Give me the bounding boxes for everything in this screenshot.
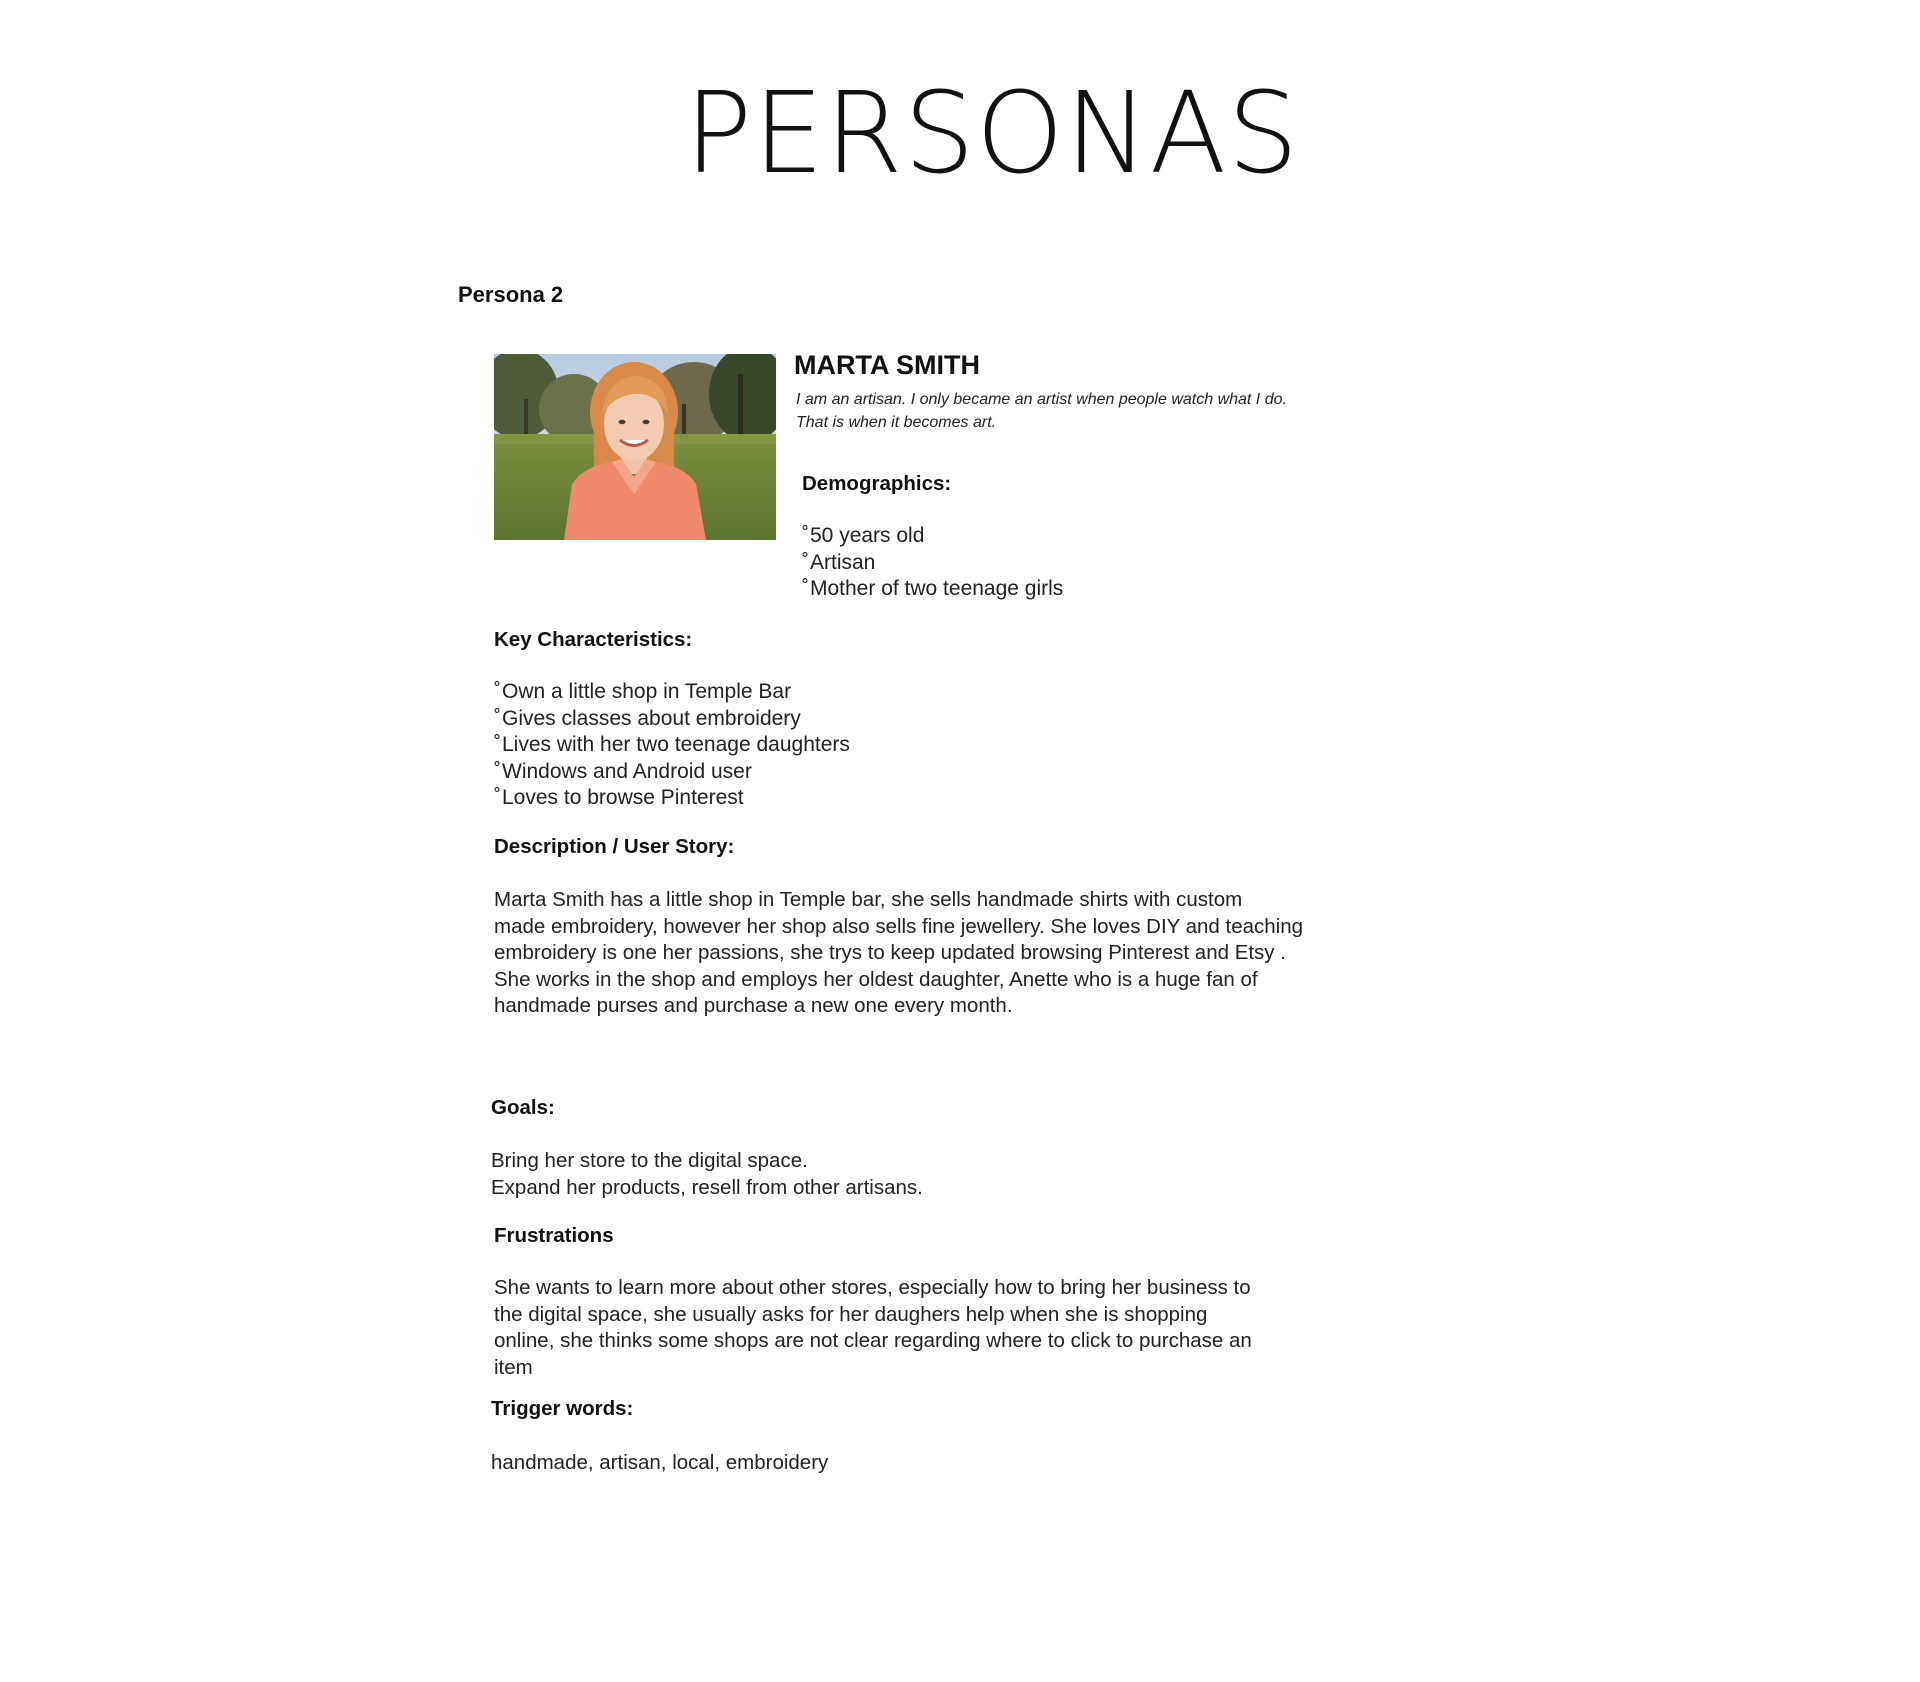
trigger-words-heading: Trigger words:: [491, 1397, 634, 1420]
text-line: item: [494, 1355, 533, 1379]
list-item: ˚ Windows and Android user: [494, 759, 850, 786]
text-line: online, she thinks some shops are not clear regarding where to click to purchase an: [494, 1329, 1252, 1352]
list-item: ˚ Own a little shop in Temple Bar: [494, 679, 850, 706]
list-item: ˚ Gives classes about embroidery: [494, 706, 850, 733]
goals-heading: Goals:: [491, 1096, 555, 1119]
frustrations-heading: Frustrations: [494, 1224, 614, 1247]
page-title: PERSONAS: [684, 69, 1300, 199]
text-line: Marta Smith has a little shop in Temple bar, she sells handmade shirts with custom: [494, 888, 1243, 911]
list-item: ˚ Loves to browse Pinterest: [494, 785, 850, 812]
description-text: [494, 887, 1303, 1020]
persona-name: MARTA SMITH: [794, 350, 980, 380]
key-characteristics-heading: Key Characteristics:: [494, 628, 693, 651]
text-line: embroidery is one her passions, she trys to keep updated browsing Pinterest and Etsy .: [494, 941, 1286, 964]
goals-text: [491, 1148, 923, 1201]
text-line: made embroidery, however her shop also sells fine jewellery. She loves DIY and teaching: [494, 914, 1304, 938]
demographics-heading: Demographics:: [802, 472, 952, 495]
text-line: Bring her store to the digital space.: [491, 1149, 808, 1172]
persona-quote: [796, 388, 1356, 434]
description-heading: Description / User Story:: [494, 835, 735, 858]
trigger-words-text: handmade, artisan, local, embroidery: [491, 1451, 829, 1474]
list-item: ˚ Lives with her two teenage daughters: [494, 732, 850, 759]
list-item: ˚ 50 years old: [802, 523, 1063, 550]
portrait-photo: [494, 354, 776, 540]
text-line: She works in the shop and employs her oldest daughter, Anette who is a huge fan of: [494, 967, 1258, 991]
persona-label: Persona 2: [458, 282, 564, 307]
text-line: She wants to learn more about other stores, especially how to bring her business to: [494, 1276, 1251, 1299]
quote-line: I am an artisan. I only became an artist when people watch what I do.: [796, 391, 1287, 408]
demographics-list: [802, 523, 1063, 603]
text-line: the digital space, she usually asks for her daughers help when she is shopping: [494, 1302, 1208, 1326]
quote-line: That is when it becomes art.: [796, 414, 997, 431]
key-characteristics-list: [494, 679, 850, 812]
text-line: Expand her products, resell from other artisans.: [491, 1175, 923, 1199]
text-line: handmade purses and purchase a new one every month.: [494, 994, 1013, 1017]
frustrations-text: [494, 1275, 1252, 1381]
list-item: ˚ Mother of two teenage girls: [802, 576, 1063, 603]
list-item: ˚ Artisan: [802, 550, 1063, 577]
